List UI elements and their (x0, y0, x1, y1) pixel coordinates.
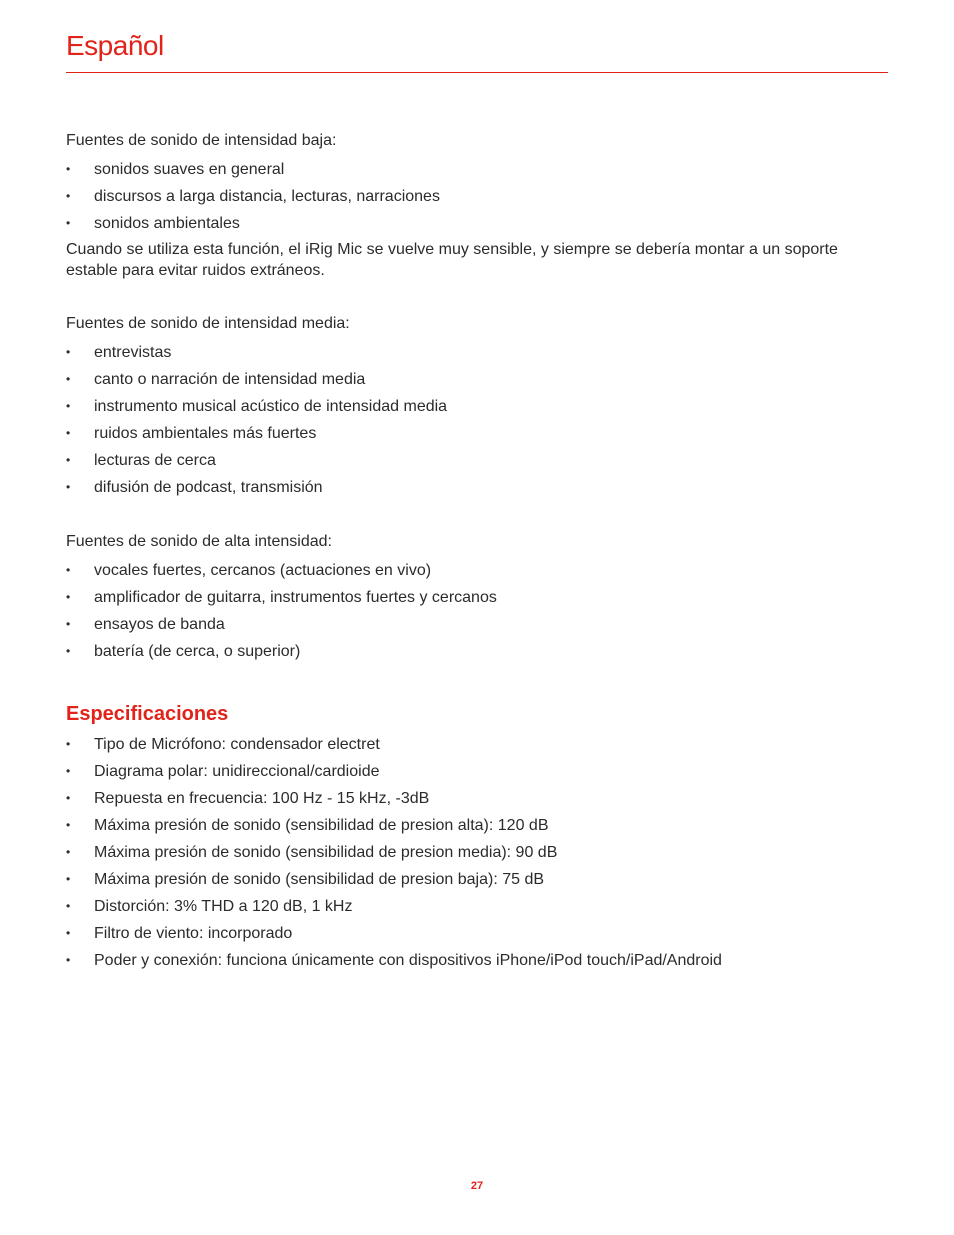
specifications-list (66, 734, 886, 971)
medium-intensity-intro: Fuentes de sonido de intensidad media: (66, 315, 350, 332)
list-item: • canto o narración de intensidad media (66, 371, 366, 388)
bullet-icon: • (66, 480, 71, 494)
bullet-icon: • (66, 189, 71, 203)
list-item: • batería (de cerca, o superior) (66, 643, 301, 660)
list-item: • Máxima presión de sonido (sensibilidad de presion baja): 75 dB (66, 871, 545, 888)
low-intensity-section (66, 130, 886, 281)
bullet-icon: • (66, 644, 71, 658)
bullet-icon: • (66, 617, 71, 631)
medium-intensity-section (66, 313, 886, 498)
list-item: • entrevistas (66, 344, 172, 361)
high-intensity-intro: Fuentes de sonido de alta intensidad: (66, 533, 332, 550)
list-item: • amplificador de guitarra, instrumentos fuertes y cercanos (66, 589, 497, 606)
bullet-icon: • (66, 372, 71, 386)
list-item: • Diagrama polar: unidireccional/cardioide (66, 763, 380, 780)
bullet-icon: • (66, 162, 71, 176)
bullet-icon: • (66, 845, 71, 859)
bullet-icon: • (66, 953, 71, 967)
list-item: • difusión de podcast, transmisión (66, 479, 323, 496)
bullet-icon: • (66, 899, 71, 913)
list-item: • Tipo de Micrófono: condensador electret (66, 736, 380, 753)
bullet-icon: • (66, 764, 71, 778)
list-item: • sonidos suaves en general (66, 161, 285, 178)
bullet-icon: • (66, 818, 71, 832)
page-header (66, 28, 888, 64)
bullet-icon: • (66, 563, 71, 577)
bullet-icon: • (66, 399, 71, 413)
bullet-icon: • (66, 453, 71, 467)
list-item: • discursos a larga distancia, lecturas, narraciones (66, 188, 440, 205)
low-intensity-intro: Fuentes de sonido de intensidad baja: (66, 132, 337, 149)
list-item: • lecturas de cerca (66, 452, 216, 469)
bullet-icon: • (66, 216, 71, 230)
list-item: • Distorción: 3% THD a 120 dB, 1 kHz (66, 898, 353, 915)
page-number: 27 (470, 1180, 484, 1192)
list-item: • ruidos ambientales más fuertes (66, 425, 317, 442)
list-item: • ensayos de banda (66, 616, 225, 633)
page-title: Español (66, 30, 164, 61)
list-item: • vocales fuertes, cercanos (actuaciones en vivo) (66, 562, 432, 579)
medium-intensity-list (66, 342, 886, 498)
list-item: • Filtro de viento: incorporado (66, 925, 293, 942)
list-item: • Máxima presión de sonido (sensibilidad de presion alta): 120 dB (66, 817, 549, 834)
list-item: • Poder y conexión: funciona únicamente con dispositivos iPhone/iPod touch/iPad/Android (66, 952, 722, 969)
bullet-icon: • (66, 926, 71, 940)
specifications-heading: Especificaciones (66, 703, 229, 725)
bullet-icon: • (66, 590, 71, 604)
bullet-icon: • (66, 791, 71, 805)
list-item: • Máxima presión de sonido (sensibilidad de presion media): 90 dB (66, 844, 558, 861)
low-intensity-list (66, 159, 886, 234)
bullet-icon: • (66, 737, 71, 751)
list-item: • Repuesta en frecuencia: 100 Hz - 15 kHz, -3dB (66, 790, 430, 807)
high-intensity-list (66, 560, 886, 662)
header-divider (66, 72, 888, 73)
document-body (66, 130, 886, 971)
low-intensity-note: Cuando se utiliza esta función, el iRig Mic se vuelve muy sensible, y siempre se debería montar a un soporte estable para evitar ruidos extráneos. (66, 241, 838, 279)
bullet-icon: • (66, 872, 71, 886)
bullet-icon: • (66, 426, 71, 440)
bullet-icon: • (66, 345, 71, 359)
specifications-section (66, 701, 886, 971)
list-item: • sonidos ambientales (66, 215, 240, 232)
list-item: • instrumento musical acústico de intensidad media (66, 398, 448, 415)
high-intensity-section (66, 531, 886, 662)
